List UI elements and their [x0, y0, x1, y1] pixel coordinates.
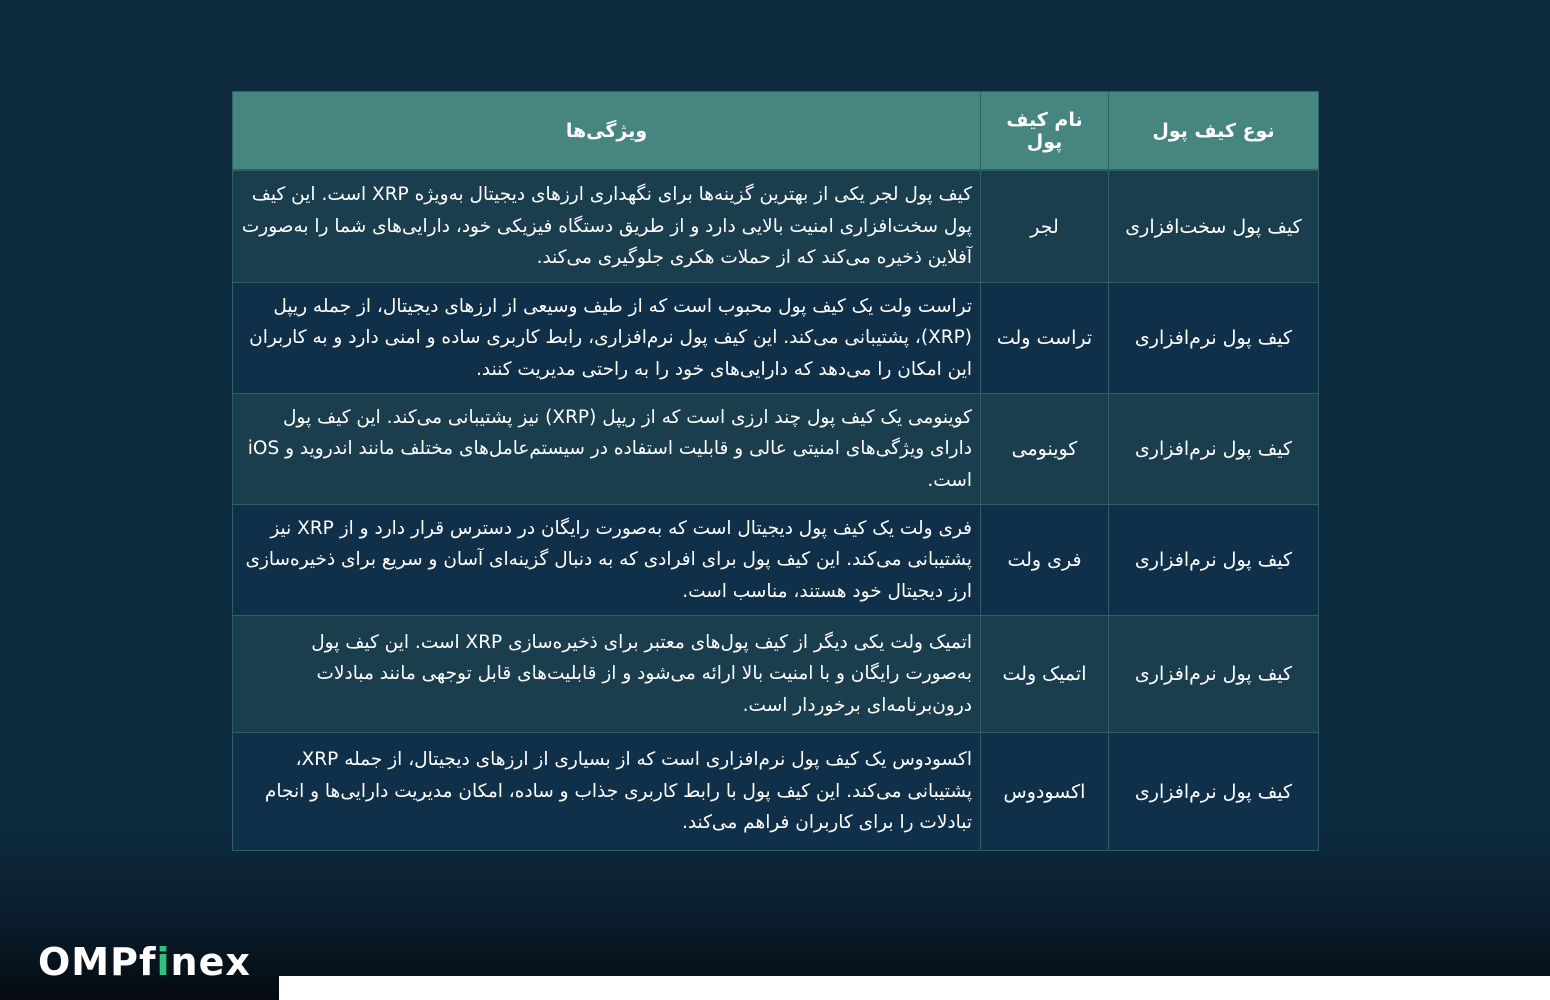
- table-row: [233, 170, 1319, 283]
- cell-features: کوینومی یک کیف پول چند ارزی است که از ریپل (XRP) نیز پشتیبانی می‌کند. این کیف پول دارای ویژگی‌های امنیتی عالی و قابلیت استفاده در سیستم‌عامل‌های مختلف مانند اندروید و iOS است.: [233, 394, 981, 505]
- logo-text-part3: nex: [170, 940, 251, 984]
- cell-wallet-name: فری ولت: [981, 505, 1109, 616]
- table-row: [233, 616, 1319, 733]
- cell-wallet-name: اتمیک ولت: [981, 616, 1109, 733]
- cell-wallet-name: کوینومی: [981, 394, 1109, 505]
- table-row: [233, 733, 1319, 851]
- cell-wallet-type: کیف پول سخت‌افزاری: [1109, 170, 1319, 283]
- cell-wallet-name: تراست ولت: [981, 283, 1109, 394]
- cell-features: فری ولت یک کیف پول دیجیتال است که به‌صورت رایگان در دسترس قرار دارد و از XRP نیز پشتیبانی می‌کند. این کیف پول برای افرادی که به دنبال گزینه‌ای آسان و سریع برای ذخیره‌سازی ارز دیجیتال خود هستند، مناسب است.: [233, 505, 981, 616]
- cell-wallet-type: کیف پول نرم‌افزاری: [1109, 283, 1319, 394]
- logo-text-part1: OMPf: [38, 940, 157, 984]
- table-row: [233, 394, 1319, 505]
- cell-wallet-type: کیف پول نرم‌افزاری: [1109, 394, 1319, 505]
- cell-wallet-name: لجر: [981, 170, 1109, 283]
- header-features: ویژگی‌ها: [233, 92, 981, 171]
- table-row: [233, 283, 1319, 394]
- bottom-white-bar: [279, 976, 1550, 1000]
- cell-features: اتمیک ولت یکی دیگر از کیف پول‌های معتبر برای ذخیره‌سازی XRP است. این کیف پول به‌صورت رایگان و با امنیت بالا ارائه می‌شود و از قابلیت‌های قابل توجهی مانند مبادلات درون‌برنامه‌ای برخوردار است.: [233, 616, 981, 733]
- cell-features: اکسودوس یک کیف پول نرم‌افزاری است که از بسیاری از ارزهای دیجیتال، از جمله XRP، پشتیبانی می‌کند. این کیف پول با رابط کاربری جذاب و ساده، امکان مدیریت دارایی‌ها و انجام تبادلات را برای کاربران فراهم می‌کند.: [233, 733, 981, 851]
- header-wallet-name: نام کیف پول: [981, 92, 1109, 171]
- table-header-row: [233, 92, 1319, 171]
- wallets-table: [232, 91, 1319, 851]
- header-wallet-type: نوع کیف پول: [1109, 92, 1319, 171]
- cell-features: کیف پول لجر یکی از بهترین گزینه‌ها برای نگهداری ارزهای دیجیتال به‌ویژه XRP است. این کیف پول سخت‌افزاری امنیت بالایی دارد و از طریق دستگاه فیزیکی خود، دارایی‌های شما را به‌صورت آفلاین ذخیره می‌کند که از حملات هکری جلوگیری می‌کند.: [233, 170, 981, 283]
- cell-wallet-type: کیف پول نرم‌افزاری: [1109, 733, 1319, 851]
- cell-wallet-type: کیف پول نرم‌افزاری: [1109, 616, 1319, 733]
- logo-text-accent: i: [156, 940, 171, 984]
- cell-wallet-name: اکسودوس: [981, 733, 1109, 851]
- cell-wallet-type: کیف پول نرم‌افزاری: [1109, 505, 1319, 616]
- table-row: [233, 505, 1319, 616]
- cell-features: تراست ولت یک کیف پول محبوب است که از طیف وسیعی از ارزهای دیجیتال، از جمله ریپل (XRP)، پشتیبانی می‌کند. این کیف پول نرم‌افزاری، رابط کاربری ساده و امنی دارد و به کاربران این امکان را می‌دهد که دارایی‌های خود را به راحتی مدیریت کنند.: [233, 283, 981, 394]
- ompfinex-logo: [38, 940, 251, 984]
